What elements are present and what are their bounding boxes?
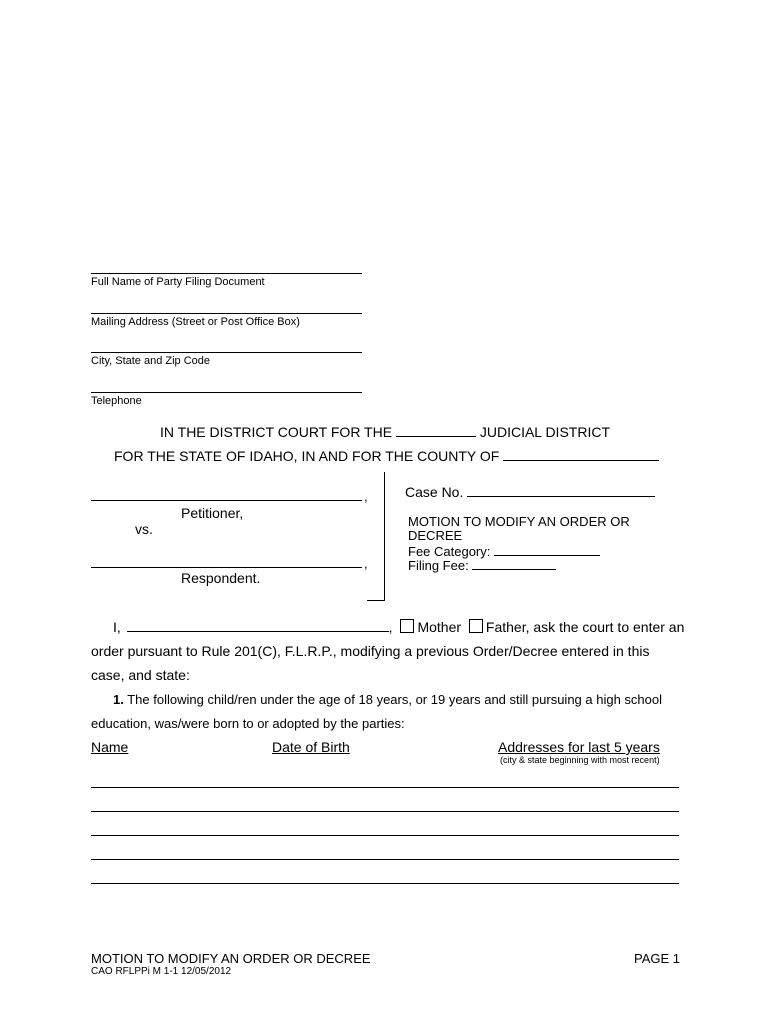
filing-fee-field[interactable]	[472, 557, 556, 570]
motion-title-line-1: MOTION TO MODIFY AN ORDER OR	[408, 514, 630, 529]
motion-title-line-2: DECREE	[408, 528, 463, 543]
respondent-comma: ,	[364, 556, 368, 571]
mother-checkbox[interactable]	[400, 619, 414, 633]
child-entry-line[interactable]	[91, 883, 679, 884]
respondent-name-line[interactable]	[91, 567, 362, 568]
body-line-3: case, and state:	[91, 667, 190, 683]
caption-bottom-rule	[367, 600, 385, 601]
court-line-2	[114, 448, 659, 464]
mother-label: Mother	[417, 619, 462, 635]
fee-category-label: Fee Category:	[408, 544, 491, 559]
case-no-label: Case No.	[405, 484, 464, 500]
father-checkbox[interactable]	[469, 619, 483, 633]
city-state-zip-label: City, State and Zip Code	[91, 355, 211, 367]
column-header-addresses-note: (city & state beginning with most recent)	[500, 755, 660, 765]
item-1-text: The following child/ren under the age of 18 years, or 19 years and still pursuing a high school	[127, 692, 662, 707]
child-entry-line[interactable]	[91, 787, 679, 788]
footer-page-number: PAGE 1	[633, 951, 680, 966]
judicial-district-field[interactable]	[396, 424, 476, 437]
mailing-address-line[interactable]	[91, 313, 362, 314]
intro-line	[113, 619, 684, 635]
filing-fee-row	[408, 557, 556, 573]
court-line-2-prefix: FOR THE STATE OF IDAHO, IN AND FOR THE COUNTY OF	[114, 448, 500, 464]
filer-name-field[interactable]	[127, 619, 389, 632]
telephone-label: Telephone	[91, 395, 142, 407]
caption-divider	[384, 472, 385, 600]
column-header-date-of-birth: Date of Birth	[272, 739, 350, 755]
footer-form-code: CAO RFLPPi M 1-1 12/05/2012	[91, 966, 232, 977]
footer-title: MOTION TO MODIFY AN ORDER OR DECREE	[91, 951, 371, 966]
petitioner-label: Petitioner,	[181, 505, 244, 521]
vs-label: vs.	[135, 521, 153, 537]
intro-comma: ,	[388, 619, 393, 635]
item-1-line	[113, 692, 662, 707]
mailing-address-label: Mailing Address (Street or Post Office Box)	[91, 316, 300, 328]
full-name-line[interactable]	[91, 273, 362, 274]
column-header-name: Name	[91, 739, 129, 755]
child-entry-line[interactable]	[91, 835, 679, 836]
item-1-continuation: education, was/were born to or adopted by the parties:	[91, 716, 405, 731]
city-state-zip-line[interactable]	[91, 352, 362, 353]
child-entry-line[interactable]	[91, 811, 679, 812]
child-entry-line[interactable]	[91, 859, 679, 860]
item-1-number: 1.	[113, 692, 124, 707]
fee-category-field[interactable]	[494, 543, 600, 556]
court-line-1-suffix: JUDICIAL DISTRICT	[479, 424, 610, 440]
case-number-field[interactable]	[467, 484, 655, 497]
column-header-addresses: Addresses for last 5 years	[498, 739, 660, 755]
filing-fee-label: Filing Fee:	[408, 558, 469, 573]
court-line-1	[160, 424, 610, 440]
court-line-1-prefix: IN THE DISTRICT COURT FOR THE	[160, 424, 393, 440]
petitioner-comma: ,	[364, 489, 368, 504]
respondent-label: Respondent.	[181, 570, 261, 586]
body-line-2: order pursuant to Rule 201(C), F.L.R.P., modifying a previous Order/Decree entered in this	[91, 643, 650, 659]
intro-prefix: I,	[113, 619, 121, 635]
father-label: Father, ask the court to enter an	[485, 619, 685, 635]
full-name-label: Full Name of Party Filing Document	[91, 276, 265, 288]
petitioner-name-line[interactable]	[91, 500, 362, 501]
telephone-line[interactable]	[91, 392, 362, 393]
county-field[interactable]	[503, 448, 659, 461]
case-number-row	[405, 484, 655, 500]
